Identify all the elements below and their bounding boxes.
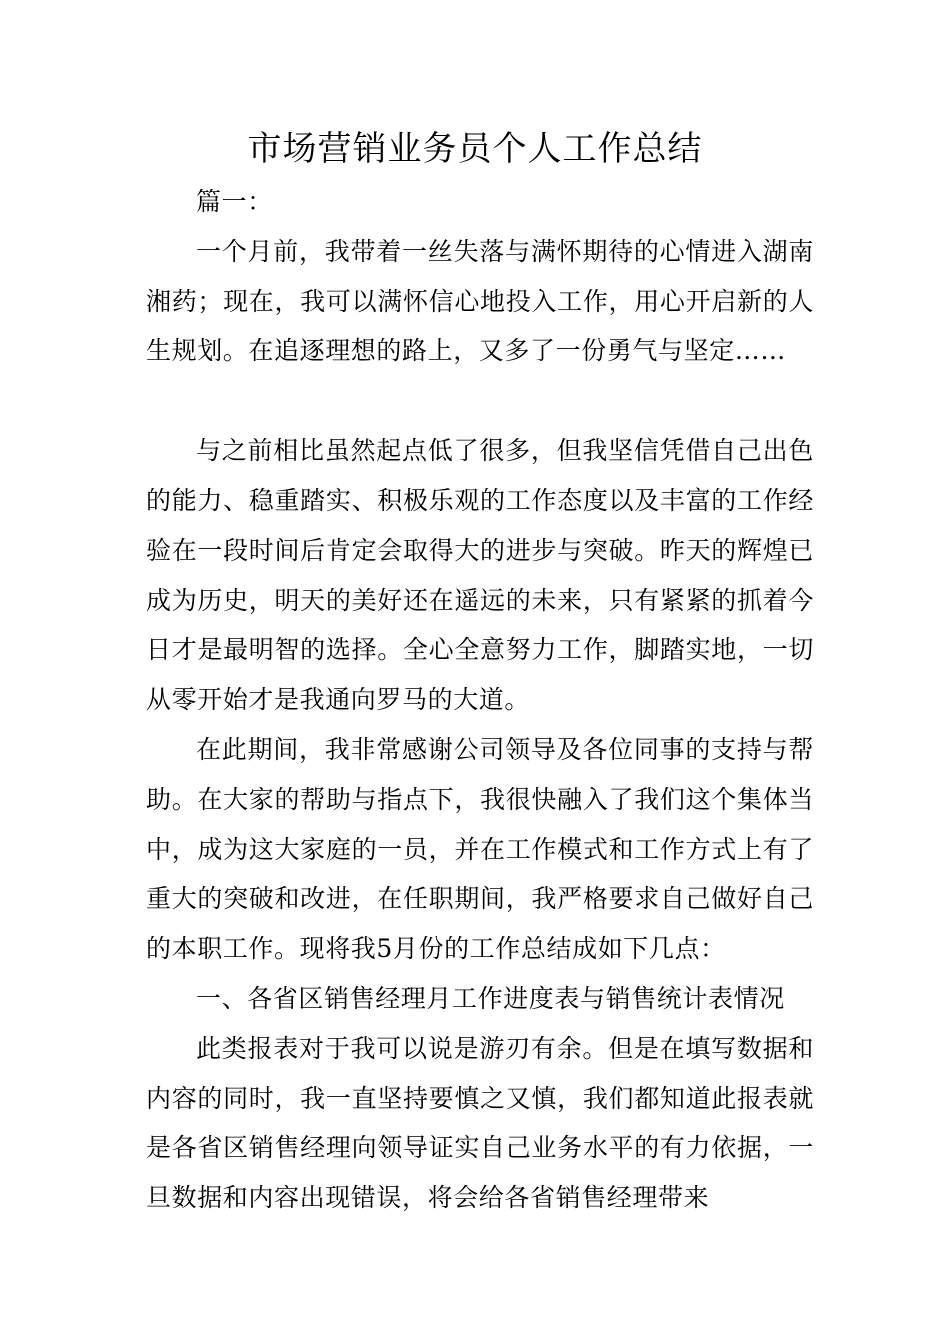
body-paragraph: 与之前相比虽然起点低了很多，但我坚信凭借自己出色的能力、稳重踏实、积极乐观的工作态度以及丰富的工作经验在一段时间后肯定会取得大的进步与突破。昨天的辉煌已成为历史，明天的美好还在遥远的未来，只有紧紧的抓着今日才是最明智的选择。全心全意努力工作，脚踏实地，一切从零开始才是我通向罗马的大道。: [146, 436, 814, 715]
document-title: 市场营销业务员个人工作总结: [247, 129, 703, 169]
section-heading: 一、各省区销售经理月工作进度表与销售统计表情况: [196, 983, 785, 1013]
body-paragraph: 在此期间，我非常感谢公司领导及各位同事的支持与帮助。在大家的帮助与指点下，我很快融入了我们这个集体当中，成为这大家庭的一员，并在工作模式和工作方式上有了重大的突破和改进，在任职期间，我严格要求自己做好自己的本职工作。现将我5月份的工作总结成如下几点：: [146, 734, 814, 964]
body-paragraph: 此类报表对于我可以说是游刃有余。但是在填写数据和内容的同时，我一直坚持要慎之又慎，我们都知道此报表就是各省区销售经理向领导证实自己业务水平的有力依据，一旦数据和内容出现错误，将会给各省销售经理带来: [146, 1033, 814, 1213]
section-label: 篇一：: [196, 187, 273, 216]
document-body: [146, 177, 814, 1223]
body-paragraph: 一个月前，我带着一丝失落与满怀期待的心情进入湖南湘药；现在，我可以满怀信心地投入工作，用心开启新的人生规划。在追逐理想的路上，又多了一份勇气与坚定……: [146, 236, 814, 366]
